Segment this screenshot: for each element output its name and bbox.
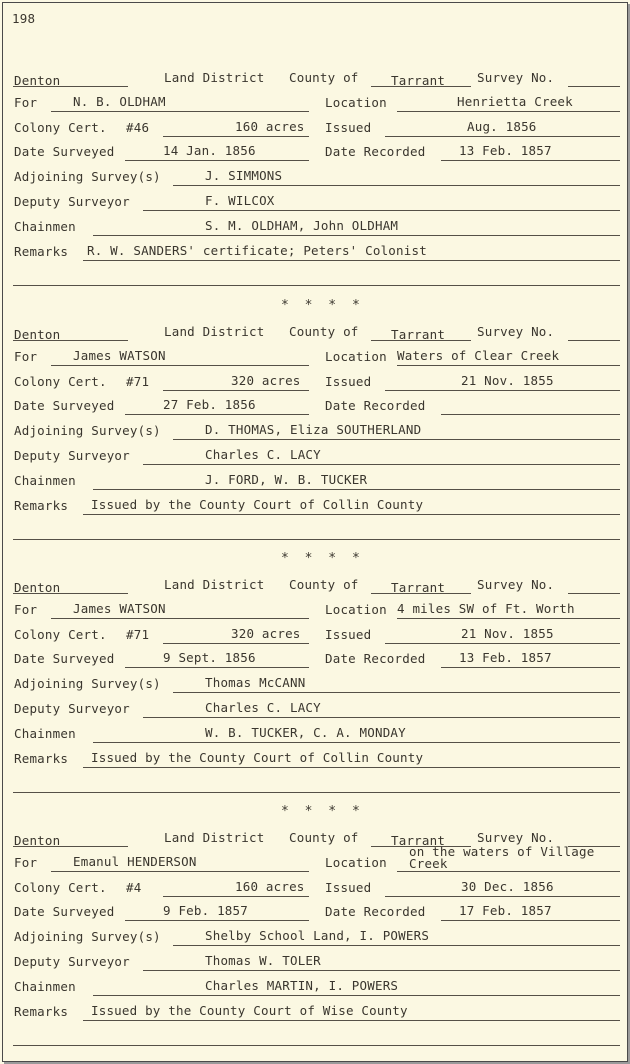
issued-value: 21 Nov. 1855 — [461, 626, 554, 641]
survey-no-label: Survey No. — [477, 830, 555, 845]
date-surveyed-label: Date Surveyed — [14, 398, 115, 413]
land-district-label: Land District — [164, 70, 265, 85]
page-number: 198 — [12, 11, 36, 26]
date-surveyed-underline — [125, 920, 309, 921]
adjoining-underline — [173, 692, 620, 693]
date-recorded-value: 13 Feb. 1857 — [459, 143, 552, 158]
adjoining-label: Adjoining Survey(s) — [14, 676, 161, 691]
record-end-rule — [13, 792, 620, 793]
chainmen-underline — [93, 235, 620, 236]
land-district-label: Land District — [164, 577, 265, 592]
adjoining-underline — [173, 439, 620, 440]
issued-label: Issued — [325, 120, 372, 135]
acres-value: 320 acres — [231, 626, 301, 641]
location-label: Location — [325, 349, 387, 364]
remarks-value: Issued by the County Court of Collin County — [91, 750, 424, 765]
location-underline — [397, 365, 620, 366]
deputy-label: Deputy Surveyor — [14, 954, 130, 969]
issued-underline — [385, 643, 620, 644]
adjoining-label: Adjoining Survey(s) — [14, 929, 161, 944]
deputy-underline — [143, 970, 620, 971]
deputy-underline — [143, 717, 620, 718]
grantee-underline — [51, 618, 309, 619]
survey-no-underline — [568, 86, 620, 87]
district-value: Denton — [14, 833, 61, 848]
chainmen-underline — [93, 742, 620, 743]
deputy-value: Charles C. LACY — [205, 700, 321, 715]
location-value: Henrietta Creek — [457, 94, 573, 109]
cert-number: #71 — [126, 627, 150, 642]
issued-label: Issued — [325, 374, 372, 389]
cert-number: #71 — [126, 374, 150, 389]
date-surveyed-underline — [125, 414, 309, 415]
remarks-underline — [83, 514, 620, 515]
county-of-label: County of — [289, 324, 359, 339]
date-recorded-value: 13 Feb. 1857 — [459, 650, 552, 665]
acres-value: 160 acres — [235, 879, 305, 894]
location-underline — [397, 871, 620, 872]
remarks-label: Remarks — [14, 751, 69, 766]
chainmen-label: Chainmen — [14, 726, 76, 741]
county-of-label: County of — [289, 70, 359, 85]
acres-underline — [163, 390, 309, 391]
land-district-label: Land District — [164, 324, 265, 339]
date-recorded-underline — [441, 667, 620, 668]
district-underline — [13, 340, 128, 341]
cert-number: #4 — [126, 880, 142, 895]
deputy-label: Deputy Surveyor — [14, 448, 130, 463]
for-label: For — [14, 602, 38, 617]
location-value: 4 miles SW of Ft. Worth — [397, 601, 575, 616]
acres-underline — [163, 643, 309, 644]
issued-value: 30 Dec. 1856 — [461, 879, 554, 894]
district-underline — [13, 846, 128, 847]
county-value: Tarrant — [391, 73, 446, 88]
colony-cert-label: Colony Cert. — [14, 627, 107, 642]
adjoining-label: Adjoining Survey(s) — [14, 169, 161, 184]
date-recorded-label: Date Recorded — [325, 398, 426, 413]
adjoining-value: J. SIMMONS — [205, 168, 283, 183]
county-value: Tarrant — [391, 833, 446, 848]
remarks-label: Remarks — [14, 244, 69, 259]
acres-underline — [163, 136, 309, 137]
grantee-underline — [51, 365, 309, 366]
colony-cert-label: Colony Cert. — [14, 120, 107, 135]
chainmen-underline — [93, 489, 620, 490]
chainmen-label: Chainmen — [14, 219, 76, 234]
chainmen-value: W. B. TUCKER, C. A. MONDAY — [205, 725, 406, 740]
grantee-value: James WATSON — [73, 348, 166, 363]
date-recorded-label: Date Recorded — [325, 904, 426, 919]
date-recorded-underline — [441, 414, 620, 415]
for-label: For — [14, 349, 38, 364]
county-of-label: County of — [289, 577, 359, 592]
county-value: Tarrant — [391, 580, 446, 595]
location-underline — [397, 618, 620, 619]
adjoining-value: Thomas McCANN — [205, 675, 306, 690]
record-end-rule — [13, 1045, 620, 1046]
chainmen-value: J. FORD, W. B. TUCKER — [205, 472, 368, 487]
location-underline — [397, 111, 620, 112]
date-surveyed-underline — [125, 667, 309, 668]
date-surveyed-label: Date Surveyed — [14, 904, 115, 919]
remarks-underline — [83, 1020, 620, 1021]
date-surveyed-value: 27 Feb. 1856 — [163, 397, 256, 412]
adjoining-underline — [173, 945, 620, 946]
issued-underline — [385, 390, 620, 391]
record-separator: * * * * — [281, 804, 364, 819]
county-underline — [371, 340, 471, 341]
county-underline — [371, 86, 471, 87]
location-label: Location — [325, 855, 387, 870]
record-separator: * * * * — [281, 551, 364, 566]
date-surveyed-value: 9 Sept. 1856 — [163, 650, 256, 665]
record-end-rule — [13, 285, 620, 286]
survey-no-label: Survey No. — [477, 324, 555, 339]
acres-value: 160 acres — [235, 119, 305, 134]
chainmen-value: S. M. OLDHAM, John OLDHAM — [205, 218, 399, 233]
land-district-label: Land District — [164, 830, 265, 845]
chainmen-underline — [93, 995, 620, 996]
deputy-label: Deputy Surveyor — [14, 194, 130, 209]
cert-number: #46 — [126, 120, 150, 135]
date-recorded-underline — [441, 160, 620, 161]
survey-no-underline — [568, 340, 620, 341]
district-value: Denton — [14, 327, 61, 342]
grantee-value: Emanul HENDERSON — [73, 854, 197, 869]
remarks-underline — [83, 767, 620, 768]
date-surveyed-label: Date Surveyed — [14, 651, 115, 666]
survey-no-underline — [568, 593, 620, 594]
acres-underline — [163, 896, 309, 897]
deputy-value: Thomas W. TOLER — [205, 953, 321, 968]
grantee-value: N. B. OLDHAM — [73, 94, 166, 109]
grantee-underline — [51, 111, 309, 112]
county-value: Tarrant — [391, 327, 446, 342]
remarks-label: Remarks — [14, 1004, 69, 1019]
date-surveyed-underline — [125, 160, 309, 161]
adjoining-value: Shelby School Land, I. POWERS — [205, 928, 430, 943]
location-value-line1: on the waters of Village — [409, 844, 595, 859]
chainmen-label: Chainmen — [14, 979, 76, 994]
date-surveyed-value: 9 Feb. 1857 — [163, 903, 248, 918]
date-surveyed-label: Date Surveyed — [14, 144, 115, 159]
chainmen-value: Charles MARTIN, I. POWERS — [205, 978, 399, 993]
district-value: Denton — [14, 73, 61, 88]
district-underline — [13, 593, 128, 594]
location-label: Location — [325, 602, 387, 617]
remarks-label: Remarks — [14, 498, 69, 513]
for-label: For — [14, 95, 38, 110]
date-surveyed-value: 14 Jan. 1856 — [163, 143, 256, 158]
issued-value: 21 Nov. 1855 — [461, 373, 554, 388]
issued-underline — [385, 896, 620, 897]
county-underline — [371, 593, 471, 594]
deputy-underline — [143, 464, 620, 465]
record-end-rule — [13, 539, 620, 540]
adjoining-value: D. THOMAS, Eliza SOUTHERLAND — [205, 422, 422, 437]
survey-no-label: Survey No. — [477, 70, 555, 85]
remarks-underline — [83, 260, 620, 261]
date-recorded-value: 17 Feb. 1857 — [459, 903, 552, 918]
grantee-underline — [51, 871, 309, 872]
adjoining-underline — [173, 185, 620, 186]
remarks-value: Issued by the County Court of Collin County — [91, 497, 424, 512]
deputy-value: Charles C. LACY — [205, 447, 321, 462]
date-recorded-label: Date Recorded — [325, 651, 426, 666]
remarks-value: Issued by the County Court of Wise County — [91, 1003, 408, 1018]
deputy-label: Deputy Surveyor — [14, 701, 130, 716]
grantee-value: James WATSON — [73, 601, 166, 616]
survey-no-label: Survey No. — [477, 577, 555, 592]
colony-cert-label: Colony Cert. — [14, 880, 107, 895]
colony-cert-label: Colony Cert. — [14, 374, 107, 389]
location-value: Waters of Clear Creek — [397, 348, 560, 363]
issued-value: Aug. 1856 — [467, 119, 537, 134]
acres-value: 320 acres — [231, 373, 301, 388]
issued-label: Issued — [325, 627, 372, 642]
chainmen-label: Chainmen — [14, 473, 76, 488]
issued-label: Issued — [325, 880, 372, 895]
adjoining-label: Adjoining Survey(s) — [14, 423, 161, 438]
location-value: Creek — [409, 856, 448, 871]
date-recorded-label: Date Recorded — [325, 144, 426, 159]
location-label: Location — [325, 95, 387, 110]
date-recorded-underline — [441, 920, 620, 921]
record-separator: * * * * — [281, 298, 364, 313]
district-underline — [13, 86, 128, 87]
for-label: For — [14, 855, 38, 870]
document-page — [2, 2, 628, 1062]
county-of-label: County of — [289, 830, 359, 845]
remarks-value: R. W. SANDERS' certificate; Peters' Colonist — [87, 243, 427, 258]
issued-underline — [385, 136, 620, 137]
deputy-underline — [143, 210, 620, 211]
district-value: Denton — [14, 580, 61, 595]
deputy-value: F. WILCOX — [205, 193, 275, 208]
